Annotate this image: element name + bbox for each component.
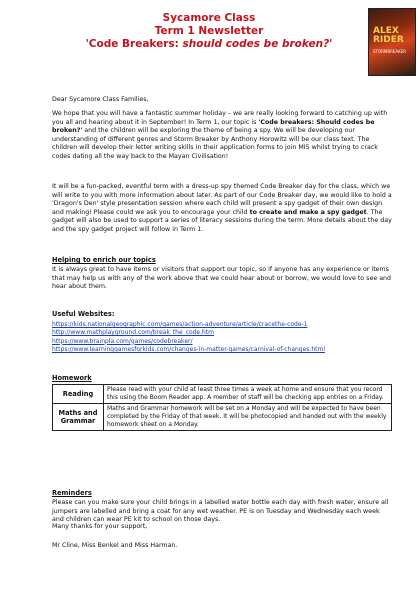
book-title: ALEX RIDER (373, 26, 404, 45)
event-paragraph: It will be a fun-packed, eventful term with a dress-up spy themed Code Breaker day for the class, which we will write to you with more information about later. As part of our Code Breaker day, we would like to hold a 'Dragon's Den' style presentation session where each child will present a spy gadget of their own design and making! Please could we ask you to encourage your child to create and make a spy gadget. The gadget will also be used to support a series of literacy sessions during the term. More details about the day and the spy gadget project will follow in Term 1. (52, 183, 392, 233)
website-link[interactable]: https://www.brainpla.com/games/codebreaker/ (52, 337, 193, 345)
greeting: Dear Sycamore Class Families, (52, 96, 149, 103)
table-row (53, 385, 392, 404)
websites-title: Useful Websites: (52, 310, 115, 318)
websites-list (52, 321, 325, 354)
website-link[interactable]: http://www.mathplayground.com/break_the_code.htm (52, 329, 215, 337)
newsletter-header (0, 12, 418, 51)
topic-prefix: 'Code Breakers: (85, 38, 183, 50)
helping-title: Helping to enrich our topics (52, 256, 156, 264)
book-subtitle: STORMBREAKER (373, 49, 407, 54)
topic-italic: should codes be broken?' (182, 38, 333, 50)
homework-title: Homework (52, 374, 92, 382)
reminders-title: Reminders (52, 489, 92, 497)
book-cover-image (368, 8, 416, 76)
helping-text: It is always great to have items or visitors that support our topic, so if anyone has any experience or items that may help us with any of the work above that we could hear about or borrow, we would love to see and hear about them. (52, 266, 392, 291)
closing-thanks: Many thanks for your support, (52, 523, 148, 530)
homework-table (52, 384, 392, 431)
homework-text: Maths and Grammar homework will be set on a Monday and will be expected to have been completed by the Friday of that week. It will be photocopied and handed out with the weekly homework sheet on a Monday. (104, 404, 392, 431)
topic-bold: 'Code breakers: Should codes be broken?' (52, 118, 375, 135)
newsletter-term: Term 1 Newsletter (154, 25, 264, 37)
class-name: Sycamore Class (162, 12, 256, 24)
table-row (53, 404, 392, 431)
website-link[interactable]: https://kids.nationalgeographic.com/games/action-adventure/article/cracethe-code-1 (52, 321, 308, 328)
signature: Mr Cline, Miss Benkel and Miss Harman. (52, 542, 178, 549)
topic-title (0, 38, 418, 51)
homework-label: Maths and Grammar (53, 404, 104, 431)
homework-label: Reading (53, 385, 104, 404)
reminders-text: Please can you make sure your child brings in a labelled water bottle each day with fresh water, ensure all jumpers are labelled and bring a coat for any wet weather. PE is on Tuesday and Wednesday each week and children can wear PE kit to school on those days. (52, 499, 389, 524)
homework-text: Please read with your child at least three times a week at home and ensure that you record this using the Boom Reader app. A member of staff will be checking app entries on a Friday. (104, 385, 392, 404)
website-link[interactable]: https://www.learninggamesforkids.com/changes-in-matter-games/carnival-of-changes.html (52, 345, 325, 353)
intro-paragraph: We hope that you will have a fantastic summer holiday – we are really looking forward to catching up with you all and hearing about it in September! In Term 1, our topic is 'Code breakers: Should codes be broken?' and the children will be exploring the theme of being a spy. We will be developing our understanding of different genres and Storm Breaker by Anthony Horowitz will be our class text. The children will develop their letter writing skills in their application forms to join MI5 whilst trying to crack codes dating all the way back to the Mayan Civilisation! (52, 110, 388, 160)
gadget-bold: to create and make a spy gadget (249, 208, 367, 216)
